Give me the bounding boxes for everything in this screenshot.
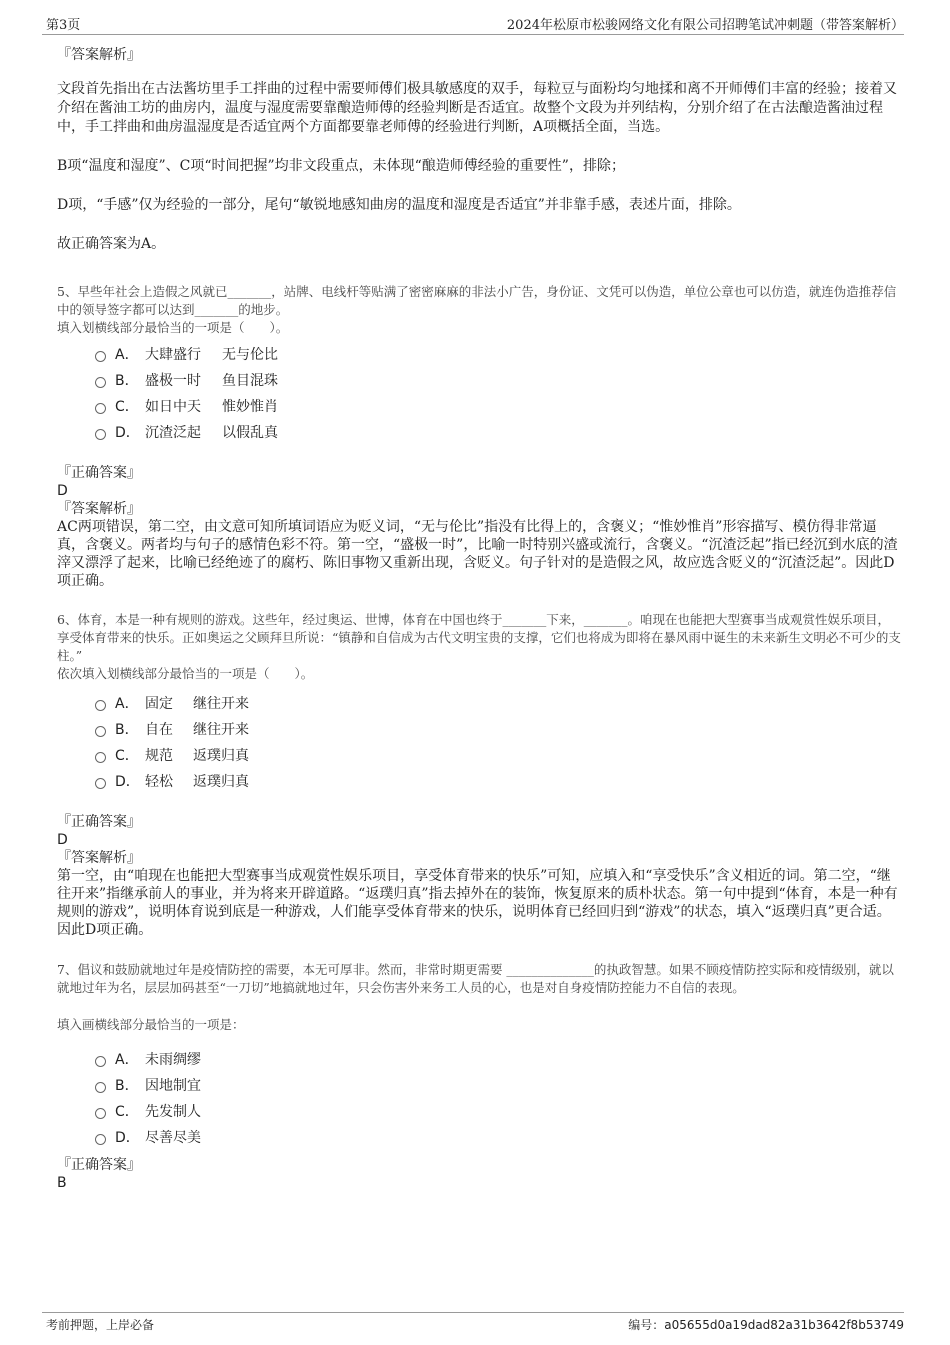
q7-option-a[interactable]: A． 未雨绸缪 (95, 1046, 201, 1072)
document-code-value: a05655d0a19dad82a31b3642f8b53749 (664, 1318, 904, 1332)
document-title: 2024年松原市松骏网络文化有限公司招聘笔试冲刺题（带答案解析） (506, 18, 904, 33)
q4-analysis-p3: D项，“手感”仅为经验的一部分，尾句“敏锐地感知曲房的温度和湿度是否适宜”并非靠手感，表述片面，排除。 (57, 197, 741, 213)
q6-analysis-label: 『答案解析』 (57, 850, 141, 866)
radio-icon[interactable] (95, 726, 106, 737)
q5-question (57, 283, 902, 337)
q4-analysis-p1: 文段首先指出在古法酱坊里手工拌曲的过程中需要师傅们极具敏感度的双手，每粒豆与面粉均匀地揉和离不开师傅们丰富的经验；接着又介绍在酱油工坊的曲房内，温度与湿度需要靠酿造师傅的经验判断是否适宜。故整个文段为并列结构，分别介绍了在古法酿造酱油过程中，手工拌曲和曲房温湿度是否适宜两个方面都要靠老师傅的经验进行判断，A项概括全面，当选。 (57, 81, 897, 135)
q7-correct-label: 『正确答案』 (57, 1157, 141, 1173)
page-footer (42, 1312, 904, 1332)
radio-icon[interactable] (95, 1108, 106, 1119)
q4-analysis (57, 46, 902, 64)
document-code-label: 编号： (628, 1318, 665, 1332)
q7-option-b[interactable]: B． 因地制宜 (95, 1072, 201, 1098)
q5-stem: 5、早些年社会上造假之风就已_______，站牌、电线杆等贴满了密密麻麻的非法小广告，身份证、文凭可以伪造，单位公章也可以仿造，就连伪造推荐信中的领导签字都可以达到_______的地步。 (57, 284, 897, 317)
q6-stem: 6、体育，本是一种有规则的游戏。这些年，经过奥运、世博，体育在中国也终于_______下来，_______。咱现在也能把大型赛事当成观赏性娱乐项目，享受体育带来的快乐。正如奥运之父顾拜旦所说：“镇静和自信成为古代文明宝贵的支撑，它们也将成为即将在暴风雨中诞生的未来新生文明必不可少的支柱。” (57, 612, 901, 663)
radio-icon[interactable] (95, 778, 106, 789)
q4-analysis-body (57, 80, 902, 254)
q5-option-c[interactable]: C． 如日中天 惟妙惟肖 (95, 393, 278, 419)
document-code (628, 1316, 904, 1333)
q5-correct-label: 『正确答案』 (57, 465, 141, 481)
q6-options (95, 690, 249, 794)
radio-icon[interactable] (95, 752, 106, 763)
q5-option-d[interactable]: D． 沉渣泛起 以假乱真 (95, 419, 278, 445)
q7-option-d[interactable]: D． 尽善尽美 (95, 1124, 201, 1150)
q6-question (57, 611, 902, 683)
q5-option-b[interactable]: B． 盛极一时 鱼目混珠 (95, 367, 278, 393)
radio-icon[interactable] (95, 377, 106, 388)
page-number: 第3页 (46, 18, 81, 33)
q6-analysis-text: 第一空，由“咱现在也能把大型赛事当成观赏性娱乐项目，享受体育带来的快乐”可知，应填入和“享受快乐”含义相近的词。第二空，“继往开来”指继承前人的事业，并为将来开辟道路。“返璞归真”指去掉外在的装饰，恢复原来的质朴状态。第一句中提到“体育，本是一种有规则的游戏”，说明体育说到底是一种游戏，人们能享受体育带来的快乐，说明体育已经回归到“游戏”的状态，填入“返璞归真”更合适。因此D项正确。 (57, 868, 898, 938)
q5-option-a[interactable]: A． 大肆盛行 无与伦比 (95, 341, 278, 367)
q7-prompt-wrap (57, 1016, 902, 1034)
q6-option-b[interactable]: B． 自在 继往开来 (95, 716, 249, 742)
q7-options (95, 1046, 201, 1150)
q7-answer-value: B (57, 1175, 67, 1191)
footer-slogan: 考前押题，上岸必备 (46, 1318, 155, 1332)
q5-analysis-text: AC两项错误，第二空，由文意可知所填词语应为贬义词，“无与伦比”指没有比得上的，含褒义；“惟妙惟肖”形容描写、模仿得非常逼真，含褒义。两者均与句子的感情色彩不符。第一空，“盛极一时”，比喻一时特别兴盛或流行，含褒义。“沉渣泛起”指已经沉到水底的渣滓又漂浮了起来，比喻已经绝迹了的腐朽、陈旧事物又重新出现，含贬义。句子针对的是造假之风，故应选含贬义的“沉渣泛起”。因此D项正确。 (57, 519, 898, 589)
radio-icon[interactable] (95, 700, 106, 711)
q4-analysis-p4: 故正确答案为A。 (57, 236, 166, 252)
q7-stem: 7、倡议和鼓励就地过年是疫情防控的需要，本无可厚非。然而，非常时期更需要 ______________的执政智慧。如果不顾疫情防控实际和疫情级别，就以就地过年为名，层层加码甚至“一刀切”地搞就地过年，只会伤害外来务工人员的心，也是对自身疫情防控能力不自信的表现。 (57, 962, 894, 995)
q7-question (57, 961, 902, 997)
q6-answer (57, 813, 902, 939)
q5-options (95, 341, 278, 445)
q6-option-a[interactable]: A． 固定 继往开来 (95, 690, 249, 716)
q5-answer-value: D (57, 483, 68, 499)
radio-icon[interactable] (95, 1134, 106, 1145)
radio-icon[interactable] (95, 351, 106, 362)
radio-icon[interactable] (95, 1082, 106, 1093)
q6-prompt: 依次填入划横线部分最恰当的一项是（ ）。 (57, 666, 314, 681)
q5-prompt: 填入划横线部分最恰当的一项是（ ）。 (57, 320, 289, 335)
q7-answer (57, 1156, 902, 1192)
q6-correct-label: 『正确答案』 (57, 814, 141, 830)
radio-icon[interactable] (95, 1056, 106, 1067)
q5-analysis-label: 『答案解析』 (57, 501, 141, 517)
q6-answer-value: D (57, 832, 68, 848)
q6-option-d[interactable]: D． 轻松 返璞归真 (95, 768, 249, 794)
q5-answer (57, 464, 902, 590)
q6-option-c[interactable]: C． 规范 返璞归真 (95, 742, 249, 768)
q7-prompt: 填入画横线部分最恰当的一项是： (57, 1017, 245, 1032)
radio-icon[interactable] (95, 429, 106, 440)
q4-analysis-p2: B项“温度和湿度”、C项“时间把握”均非文段重点，未体现“酿造师傅经验的重要性”，排除； (57, 158, 625, 174)
page-header (42, 14, 904, 35)
radio-icon[interactable] (95, 403, 106, 414)
q4-analysis-label: 『答案解析』 (57, 47, 141, 63)
q7-option-c[interactable]: C． 先发制人 (95, 1098, 201, 1124)
